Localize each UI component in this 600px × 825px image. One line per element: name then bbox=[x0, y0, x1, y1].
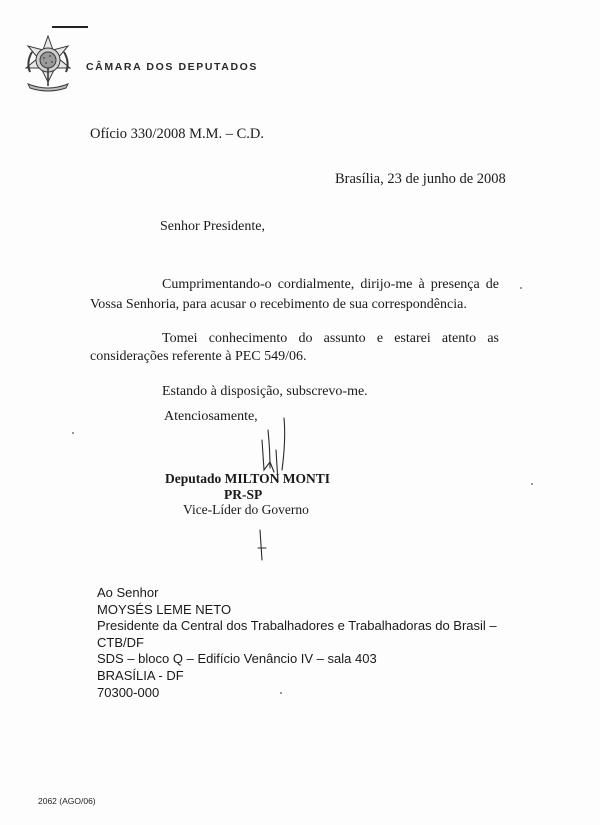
recipient-line: MOYSÉS LEME NETO bbox=[97, 601, 232, 617]
recipient-line: SDS – bloco Q – Edifício Venâncio IV – sala 403 bbox=[97, 651, 377, 667]
paragraph-3: Estando à disposição, subscrevo-me. bbox=[162, 384, 368, 399]
scan-speck bbox=[531, 483, 533, 485]
recipient-line: BRASÍLIA - DF bbox=[97, 667, 184, 683]
form-code: 2062 (AGO/06) bbox=[38, 796, 96, 806]
institution-title: CÂMARA DOS DEPUTADOS bbox=[86, 61, 259, 73]
recipient-line: 70300-000 bbox=[97, 684, 160, 700]
signatory-party: PR-SP bbox=[224, 487, 263, 502]
recipient-line: Presidente da Central dos Trabalhadores e Trabalhadoras do Brasil – bbox=[97, 618, 497, 634]
recipient-address bbox=[97, 585, 497, 701]
signatory-role: Vice-Líder do Governo bbox=[183, 502, 309, 517]
scan-speck bbox=[520, 287, 522, 289]
letter-reference: Ofício 330/2008 M.M. – C.D. bbox=[90, 126, 264, 142]
closing: Atenciosamente, bbox=[164, 409, 258, 424]
brazil-coat-of-arms-icon bbox=[20, 32, 76, 94]
paragraph-1-line-2: Vossa Senhoria, para acusar o recebimento de sua correspondência. bbox=[90, 297, 467, 312]
scan-speck bbox=[280, 692, 282, 694]
salutation: Senhor Presidente, bbox=[160, 219, 265, 234]
recipient-line: CTB/DF bbox=[97, 634, 144, 650]
top-rule bbox=[52, 26, 88, 28]
signatory-name: Deputado MILTON MONTI bbox=[165, 471, 331, 486]
paragraph-2-line-2: considerações referente à PEC 549/06. bbox=[90, 349, 307, 364]
paragraph-2-line-1: Tomei conhecimento do assunto e estarei atento as bbox=[162, 331, 499, 346]
scan-speck bbox=[72, 432, 74, 434]
place-date: Brasília, 23 de junho de 2008 bbox=[335, 171, 506, 187]
recipient-line: Ao Senhor bbox=[97, 585, 159, 600]
paragraph-1-line-1: Cumprimentando-o cordialmente, dirijo-me à presença de bbox=[162, 277, 499, 292]
